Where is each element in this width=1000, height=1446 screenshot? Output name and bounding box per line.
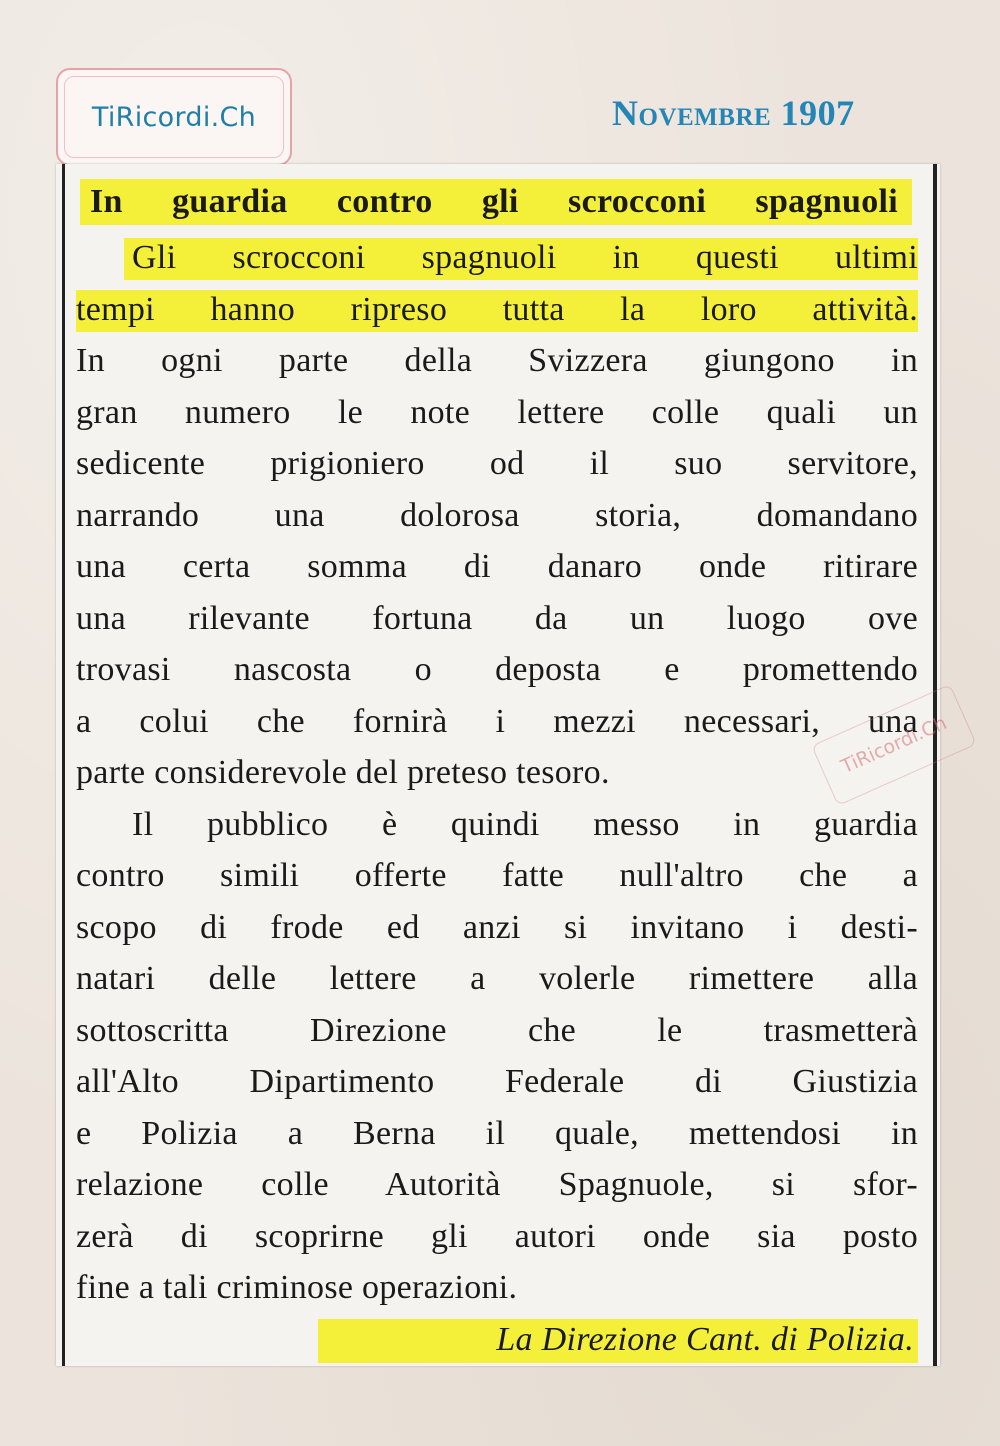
article-line: Il pubblico è quindi messo in guardia <box>132 805 918 843</box>
article-line: a colui che fornirà i mezzi necessari, una <box>76 702 918 740</box>
column-rule-left <box>62 164 65 1366</box>
article-line: trovasi nascosta o deposta e promettendo <box>76 651 918 688</box>
article-headline: In guardia contro gli scrocconi spagnuoli <box>76 172 918 232</box>
article-line: relazione colle Autorità Spagnuole, si sfor- <box>76 1166 918 1203</box>
article-line: natari delle lettere a volerle rimettere alla <box>76 960 918 997</box>
article-line: sottoscritta Direzione che le trasmetterà <box>76 1011 918 1049</box>
article-line: tempi hanno ripreso tutta la loro attività. <box>76 284 918 336</box>
article-body <box>76 172 918 1365</box>
article-line: sedicente prigioniero od il suo servitore, <box>76 445 918 482</box>
article-line: gran numero le note lettere colle quali un <box>76 393 918 431</box>
date-label: Novembre 1907 <box>612 93 855 133</box>
article-line: narrando una dolorosa storia, domandano <box>76 496 918 534</box>
article-line: una certa somma di danaro onde ritirare <box>76 548 918 585</box>
article-line: contro simili offerte fatte null'altro che a <box>76 857 918 894</box>
logo-text: TiRicordi.Ch <box>91 101 257 133</box>
watermark-text: TiRicordi.Ch <box>837 711 951 779</box>
article-line: all'Alto Dipartimento Federale di Giustizia <box>76 1063 918 1100</box>
article-line: fine a tali criminose operazioni. <box>76 1269 518 1306</box>
newspaper-clipping <box>56 164 940 1366</box>
site-logo[interactable] <box>56 68 292 166</box>
article-line: zerà di scoprirne gli autori onde sia posto <box>76 1217 918 1255</box>
article-line: parte considerevole del preteso tesoro. <box>76 754 610 791</box>
article-line: una rilevante fortuna da un luogo ove <box>76 599 918 637</box>
article-line: Gli scrocconi spagnuoli in questi ultimi <box>76 232 918 284</box>
article-signature: La Direzione Cant. di Polizia. <box>76 1314 918 1366</box>
article-line: In ogni parte della Svizzera giungono in <box>76 342 918 379</box>
column-rule-right <box>933 164 937 1366</box>
article-line: e Polizia a Berna il quale, mettendosi in <box>76 1114 918 1152</box>
article-line: scopo di frode ed anzi si invitano i desti- <box>76 908 918 946</box>
